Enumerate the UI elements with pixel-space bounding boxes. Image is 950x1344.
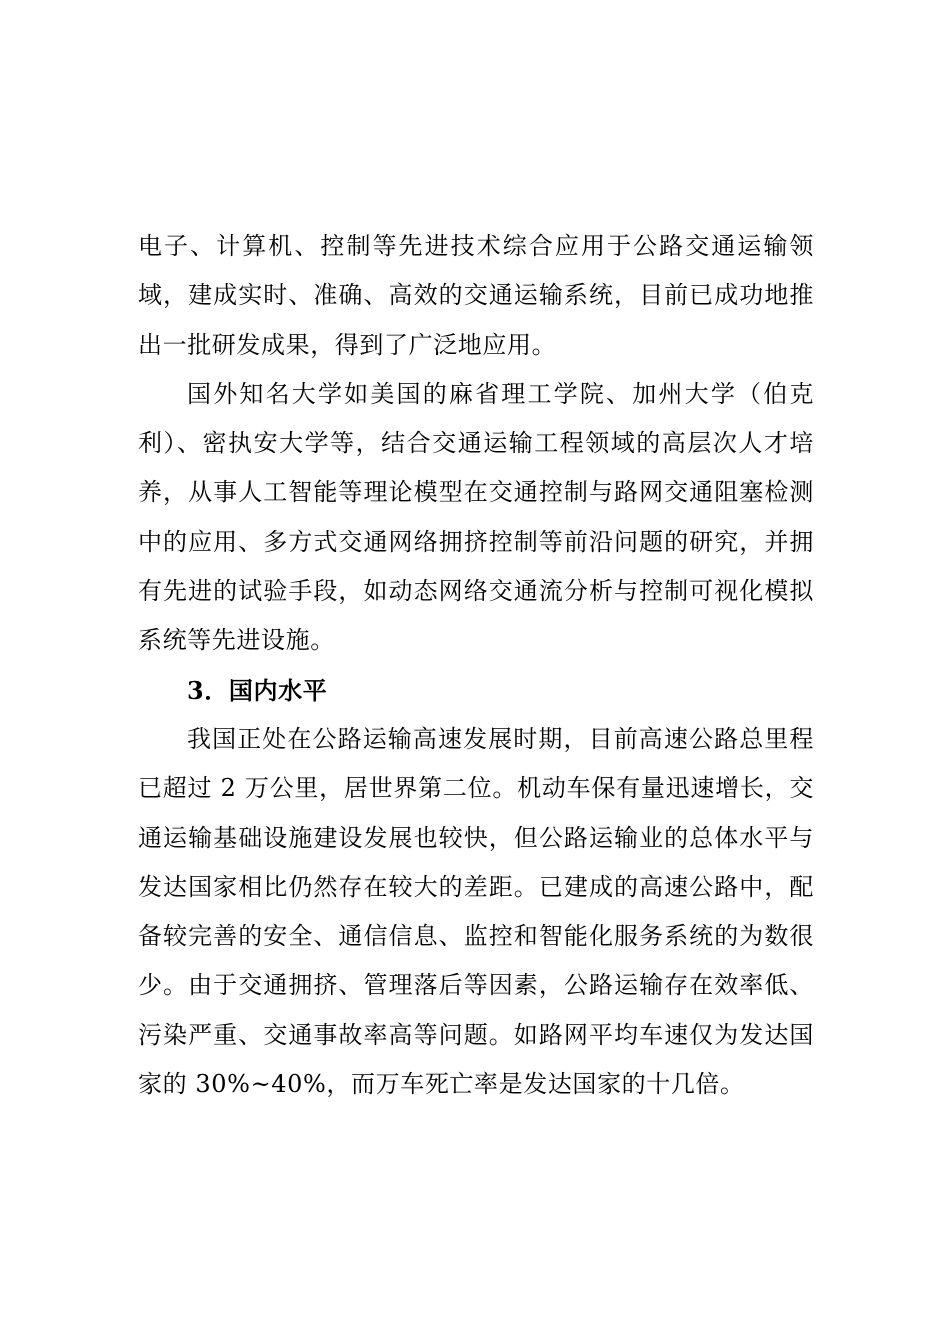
section-heading-domestic-level: 3．国内水平 bbox=[187, 675, 328, 705]
paragraph-its-application: 电子、计算机、控制等先进技术综合应用于公路交通运输领域，建成实时、准确、高效的交通运输系统，目前已成功地推出一批研发成果，得到了广泛地应用。 bbox=[138, 232, 814, 359]
paragraph-domestic-level: 我国正处在公路运输高速发展时期，目前高速公路总里程已超过 2 万公里，居世界第二位。机动车保有量迅速增长，交通运输基础设施建设发展也较快，但公路运输业的总体水平与发达国家相比仍然存在较大的差距。已建成的高速公路中，配备较完善的安全、通信信息、监控和智能化服务系统的为数很少。由于交通拥挤、管理落后等因素，公路运输存在效率低、污染严重、交通事故率高等问题。如路网平均车速仅为发达国家的 30%~40%，而万车死亡率是发达国家的十几倍。 bbox=[138, 724, 814, 1099]
paragraph-foreign-universities: 国外知名大学如美国的麻省理工学院、加州大学（伯克利）、密执安大学等，结合交通运输工程领域的高层次人才培养，从事人工智能等理论模型在交通控制与路网交通阻塞检测中的应用、多方式交通网络拥挤控制等前沿问题的研究，并拥有先进的试验手段，如动态网络交通流分析与控制可视化模拟系统等先进设施。 bbox=[138, 379, 814, 655]
document-body bbox=[138, 222, 814, 1109]
